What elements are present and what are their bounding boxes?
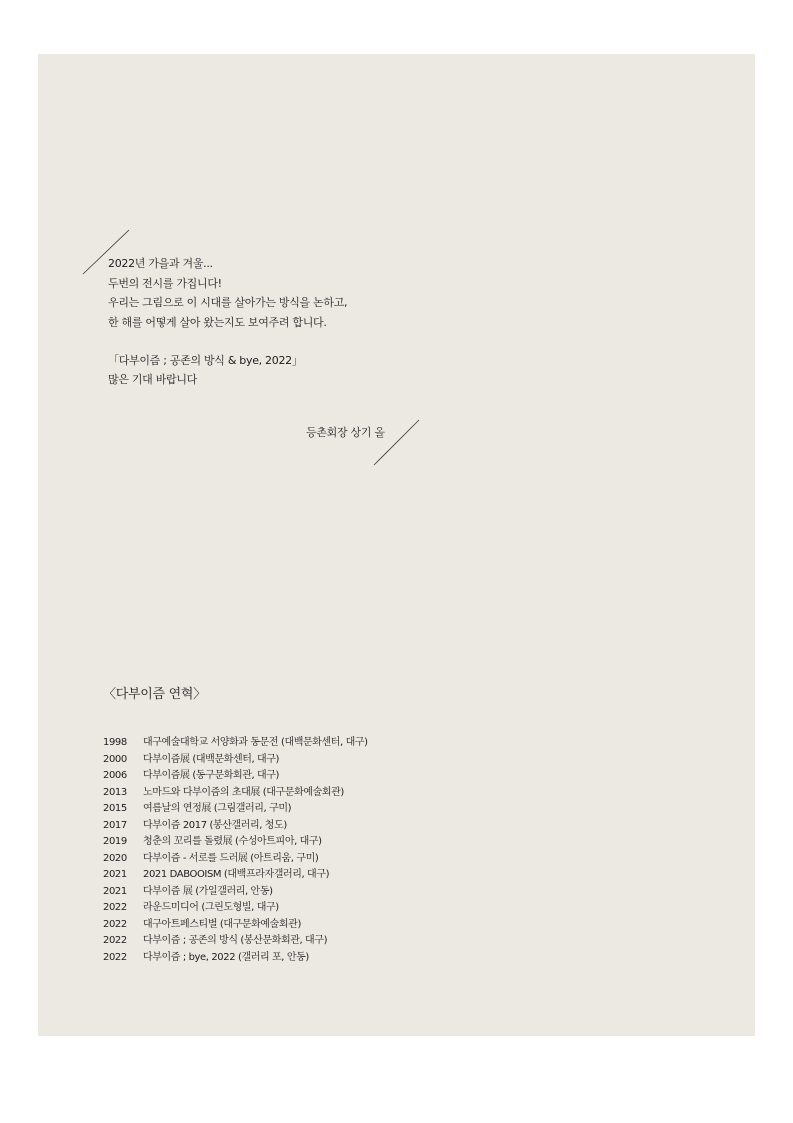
history-year: 2022 [103, 935, 127, 946]
intro-text [108, 254, 347, 390]
history-item [103, 735, 368, 752]
history-text: 다부이즘展 (동구문화회관, 대구) [143, 770, 280, 781]
history-year: 2020 [103, 852, 127, 864]
signature: 등촌회장 상기 올 [306, 426, 385, 439]
history-year: 2015 [103, 803, 127, 814]
history-year: 2017 [103, 819, 127, 831]
history-year: 2022 [103, 902, 127, 913]
history-text: 다부이즘 ; 공존의 방식 (봉산문화회관, 대구) [143, 935, 328, 946]
history-text: 다부이즘展 (대백문화센터, 대구) [143, 753, 280, 765]
history-item [103, 884, 368, 901]
history-item [103, 900, 368, 917]
history-year: 2022 [103, 951, 127, 963]
history-item [103, 834, 368, 851]
history-item [103, 752, 368, 769]
history-text: 라운드미디어 (그린도형빌, 대구) [143, 902, 279, 913]
intro-line: 우리는 그림으로 이 시대를 살아가는 방식을 논하고, [108, 296, 348, 310]
history-year: 2006 [103, 770, 127, 781]
intro-line: 한 해를 어떻게 살아 왔는지도 보여주려 합니다. [108, 316, 327, 330]
history-text: 여름날의 연정展 (그림갤러리, 구미) [143, 803, 292, 814]
history-item [103, 768, 368, 785]
history-year: 1998 [103, 737, 127, 748]
history-item [103, 818, 368, 835]
history-item [103, 851, 368, 868]
history-item [103, 867, 368, 884]
history-year: 2022 [103, 918, 127, 930]
history-text: 다부이즘 2017 (봉산갤러리, 청도) [143, 819, 287, 831]
history-item [103, 933, 368, 950]
intro-line: 두번의 전시를 가집니다! [108, 276, 222, 290]
history-year: 2019 [103, 836, 127, 847]
history-year: 2021 [103, 869, 127, 880]
history-year: 2021 [103, 885, 127, 897]
history-title: 〈다부이즘 연혁〉 [103, 687, 206, 702]
history-text: 2021 DABOOISM (대백프라자갤러리, 대구) [143, 869, 330, 880]
history-text: 다부이즘 ; bye, 2022 (갤러리 포, 안동) [143, 951, 309, 963]
history-list [103, 735, 368, 966]
history-text: 대구예술대학교 서양화과 동문전 (대백문화센터, 대구) [143, 737, 368, 748]
spacer [108, 333, 347, 351]
history-text: 청춘의 꼬리를 돌렸展 (수성아트피아, 대구) [143, 836, 322, 847]
history-item [103, 801, 368, 818]
history-text: 다부이즘 - 서로를 드러展 (아트리움, 구미) [143, 852, 319, 864]
history-year: 2013 [103, 786, 127, 798]
history-text: 대구아트페스티벌 (대구문화예술회관) [143, 918, 301, 930]
history-item [103, 950, 368, 967]
intro-line: 2022년 가을과 겨울... [108, 257, 213, 270]
history-text: 노마드와 다부이즘의 초대展 (대구문화예술회관) [143, 786, 344, 798]
intro-line: 많은 기대 바랍니다 [108, 373, 198, 387]
history-item [103, 917, 368, 934]
history-text: 다부이즘 展 (가일갤러리, 안동) [143, 885, 273, 897]
history-item [103, 785, 368, 802]
history-year: 2000 [103, 753, 127, 765]
intro-line: 「다부이즘 ; 공존의 방식 & bye, 2022」 [108, 353, 303, 367]
